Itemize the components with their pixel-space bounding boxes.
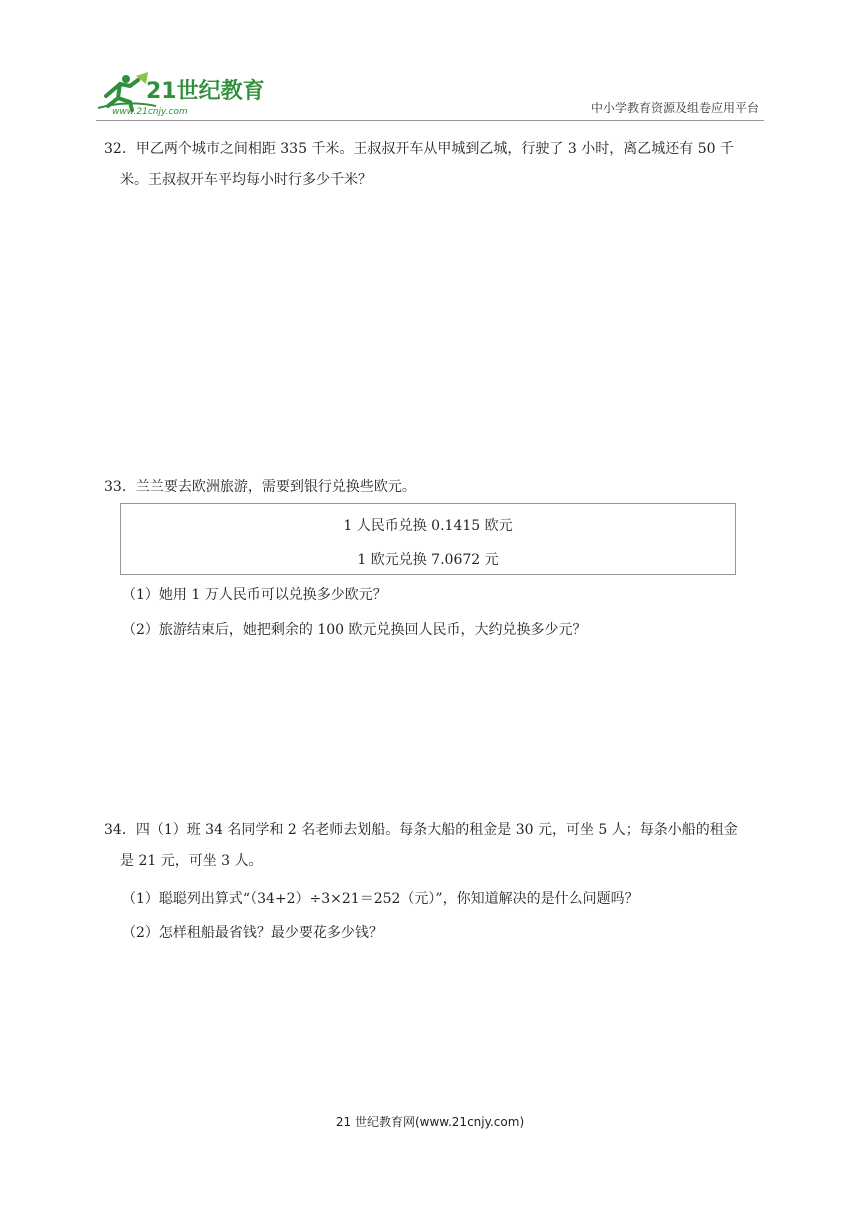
question-34	[104, 815, 766, 877]
question-32-line-1: 32．甲乙两个城市之间相距 335 千米。王叔叔开车从甲城到乙城，行驶了 3 小时，离乙城还有 50 千	[104, 141, 734, 157]
question-32	[104, 134, 766, 196]
question-34-sub-2: （2）怎样租船最省钱？最少要花多少钱？	[122, 925, 383, 941]
platform-label: 中小学教育资源及组卷应用平台	[590, 101, 759, 115]
rate-eur-to-rmb: 1 欧元兑换 7.0672 元	[357, 552, 499, 568]
question-33-sub-1: （1）她用 1 万人民币可以兑换多少欧元？	[122, 587, 387, 603]
question-34-sub-1: （1）聪聪列出算式“（34+2）÷3×21＝252（元）”，你知道解决的是什么问题吗？	[122, 891, 639, 907]
question-32-line-2: 米。王叔叔开车平均每小时行多少千米？	[120, 172, 372, 188]
question-33	[104, 472, 766, 503]
question-34-line-1: 34．四（1）班 34 名同学和 2 名老师去划船。每条大船的租金是 30 元，可坐 5 人；每条小船的租金	[104, 822, 738, 838]
header-divider	[96, 120, 764, 121]
footer: 21 世纪教育网(www.21cnjy.com)	[335, 1115, 525, 1129]
question-33-line-1: 33．兰兰要去欧洲旅游，需要到银行兑换些欧元。	[104, 479, 416, 495]
question-33-sub-2: （2）旅游结束后，她把剩余的 100 欧元兑换回人民币，大约兑换多少元？	[122, 622, 587, 638]
logo-url: www.21cnjy.com	[112, 107, 188, 116]
rate-rmb-to-eur: 1 人民币兑换 0.1415 欧元	[343, 518, 513, 534]
logo-text: 21世纪教育	[146, 79, 265, 104]
exchange-rate-box	[120, 503, 736, 575]
runner-logo-icon	[96, 70, 266, 116]
question-34-line-2: 是 21 元，可坐 3 人。	[120, 853, 263, 869]
logo	[96, 70, 266, 116]
